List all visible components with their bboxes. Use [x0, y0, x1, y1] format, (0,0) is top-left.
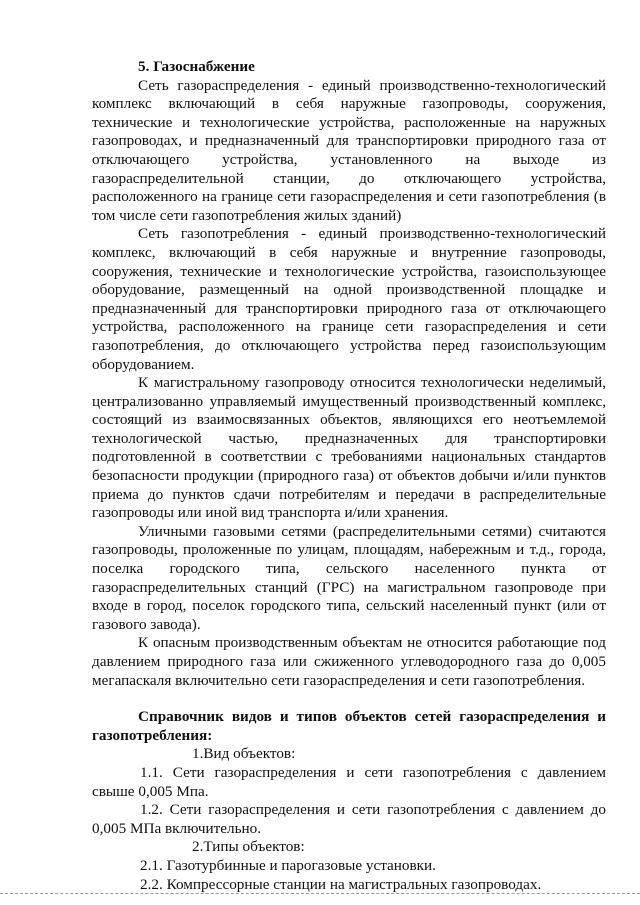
list-item — [92, 801, 606, 838]
paragraph-gas-distribution-network: Сеть газораспределения - единый производственно-технологический комплекс включающий в себя наружные газопроводы, сооружения, техничеcкие и технологические устройства, расположенные на наружных газопроводах, и предназначенный для транспортировки природного газа от отключающего устройства, установленного на выходе из газораспределительной станции, до отключающего устройства, расположенного на границе сети газораспределения и сети газопотребления (в том числе сети газопотребления жилых зданий) — [92, 76, 606, 224]
list-item-text: Сети газораспределения и сети газопотребления с давлением свыше 0,005 Мпа. — [92, 763, 606, 800]
list-item-number: 1.2. — [140, 801, 163, 819]
document-page — [92, 58, 606, 894]
paragraph-main-gas-pipeline: К магистральному газопроводу относится технологически неделимый, централизованно управляемый имущественный производственный комплекс, состоящий из взаимосвязанных объектов, являющихся его неотъемлемой технологической частью, предназначенных для транспортировки подготовленной в соответствии с требованиями национальных стандартов безопасности продукции (природного газа) от объектов добычи и/или пунктов приема до пунктов сдачи потребителям и передачи в распределительные газопроводы или иной вид транспорта и/или хранения. — [92, 374, 606, 522]
page-bottom-divider — [0, 893, 640, 894]
list-item-text: Вид объектов: — [203, 745, 296, 763]
list-item-text: Компрессорные станции на магистральных газопроводах. — [166, 875, 542, 893]
list-item-number: 1. — [192, 745, 204, 763]
list-item — [92, 838, 606, 857]
paragraph-street-gas-networks: Уличными газовыми сетями (распределительными сетями) считаются газопроводы, проложенные по улицам, площадям, набережным и т.д., города, поселка городского типа, сельского населенного пункта от газораспределительных станций (ГРС) на магистральном газопроводе при входе в город, поселок городского типа, сельский населенный пункт (или от газового завода). — [92, 522, 606, 633]
list-item-text: Сети газораспределения и сети газопотребления с давлением до 0,005 МПа включительно. — [92, 801, 606, 837]
list-item-number: 2.1. — [140, 856, 163, 874]
list-item-number: 2.2. — [140, 875, 163, 893]
list-item — [92, 876, 606, 895]
reference-title: Справочник видов и типов объектов сетей газораспределения и газопотребления: — [92, 708, 606, 744]
list-item-text: Типы объектов: — [203, 838, 305, 856]
section-title: 5. Газоснабжение — [138, 58, 255, 75]
list-item-number: 1.1. — [140, 763, 163, 781]
list-item-text: Газотурбинные и парогазовые установки. — [166, 856, 436, 874]
list-item — [92, 764, 606, 801]
paragraph-gas-consumption-network: Сеть газопотребления - единый производственно-технологический комплекс, включающий в себя наружные и внутренние газопроводы, сооружения, технические и технологические устройства, газоиспользующее оборудование, размещенный на одной производственной площадке и предназначенный для транспортировки природного газа от отключающего устройства, расположенного на границе сети газораспределения и сети газопотребления, до отключающего устройства перед газоиспользующим оборудованием. — [92, 225, 606, 373]
list-item-number: 2. — [192, 838, 204, 856]
list-item — [92, 745, 606, 764]
paragraph-hazardous-objects: К опасным производственным объектам не относится работающие под давлением природного газа или сжиженного углеводородного газа до 0,005 мегапаскаля включительно сети газораспределения и сети газопотребления. — [92, 634, 606, 689]
list-item — [92, 857, 606, 876]
